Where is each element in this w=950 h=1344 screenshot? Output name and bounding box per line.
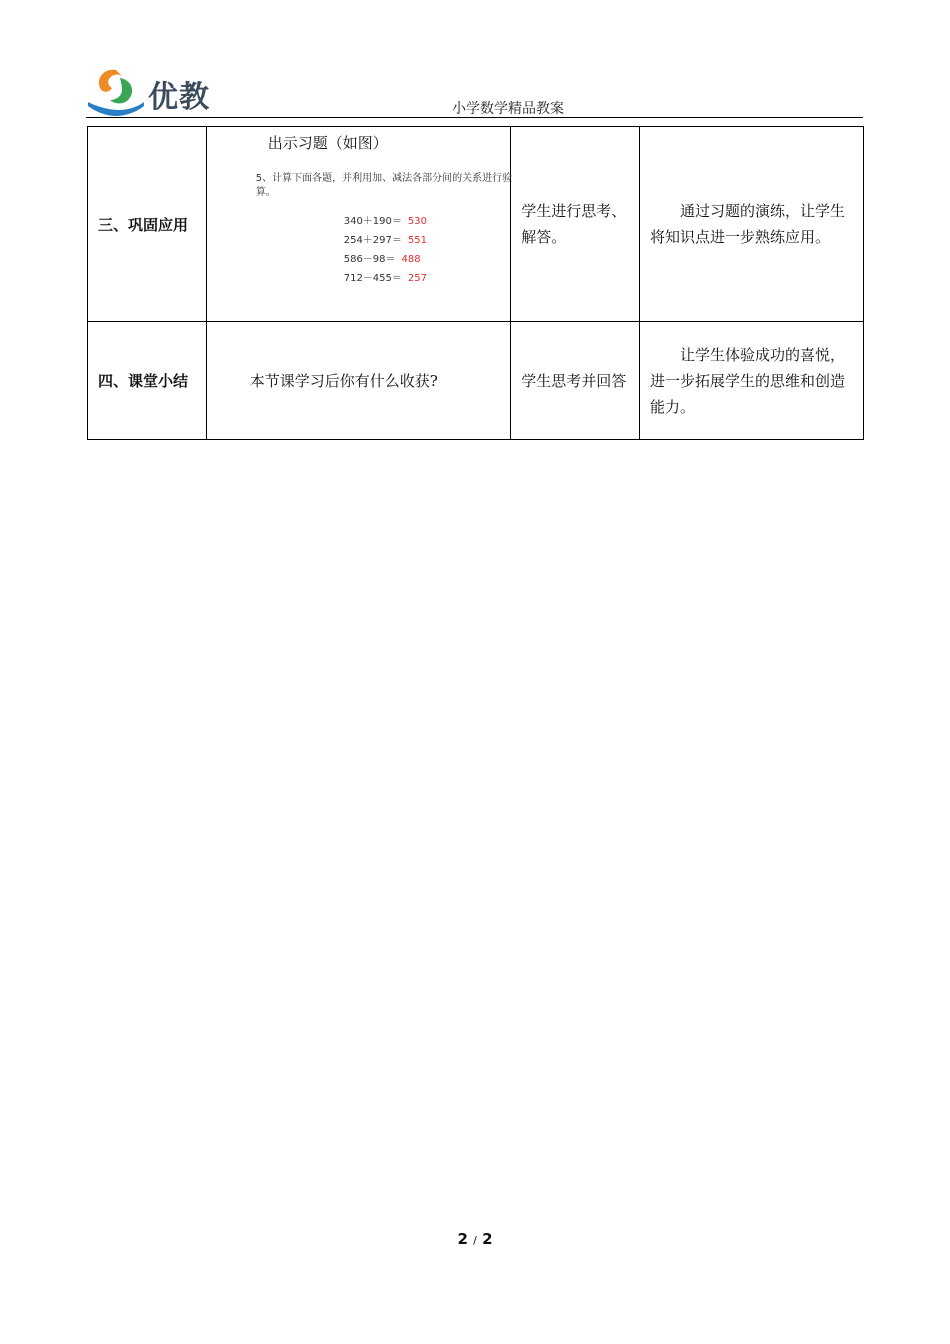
current-page: 2 [457, 1230, 468, 1248]
exercise-item [344, 269, 516, 288]
student-activity: 学生思考并回答 [511, 322, 640, 440]
exercise-item [344, 250, 516, 269]
logo-text: 优教 [148, 80, 210, 115]
page-number: 2 / 2 [457, 1230, 493, 1248]
exercise-expression: 586－98＝ [343, 254, 396, 265]
exercise-prompt: 5、计算下面各题，并利用加、减法各部分间的关系进行验算。 [255, 173, 513, 198]
exercise-answer: 488 [401, 254, 421, 265]
exercise-image [256, 172, 516, 288]
summary-question: 本节课学习后你有什么收获? [249, 372, 438, 390]
exercise-item [344, 212, 516, 231]
teacher-activity [206, 322, 511, 440]
exercise-answer: 530 [407, 216, 427, 227]
page-header-title: 小学数学精品教案 [452, 101, 564, 117]
exercise-intro: 出示习题（如图） [267, 134, 388, 152]
exercise-item [344, 231, 516, 250]
teacher-activity [206, 127, 511, 322]
student-activity: 学生进行思考、解答。 [511, 127, 640, 322]
table-row [88, 322, 864, 440]
exercise-answer: 551 [407, 235, 427, 246]
exercise-expression: 712－455＝ [343, 273, 402, 284]
exercise-answer: 257 [407, 273, 427, 284]
exercise-list [344, 212, 516, 288]
total-pages: 2 [482, 1230, 493, 1248]
logo-mark-icon [86, 64, 146, 116]
design-purpose: 通过习题的演练，让学生将知识点进一步熟练应用。 [639, 127, 863, 322]
table-row [88, 127, 864, 322]
design-purpose: 让学生体验成功的喜悦，进一步拓展学生的思维和创造能力。 [639, 322, 863, 440]
exercise-expression: 340＋190＝ [343, 216, 402, 227]
logo [86, 64, 226, 116]
stage-label: 三、巩固应用 [88, 127, 207, 322]
exercise-expression: 254＋297＝ [343, 235, 402, 246]
header-divider [86, 117, 863, 118]
stage-label: 四、课堂小结 [88, 322, 207, 440]
lesson-plan-table [87, 126, 864, 440]
